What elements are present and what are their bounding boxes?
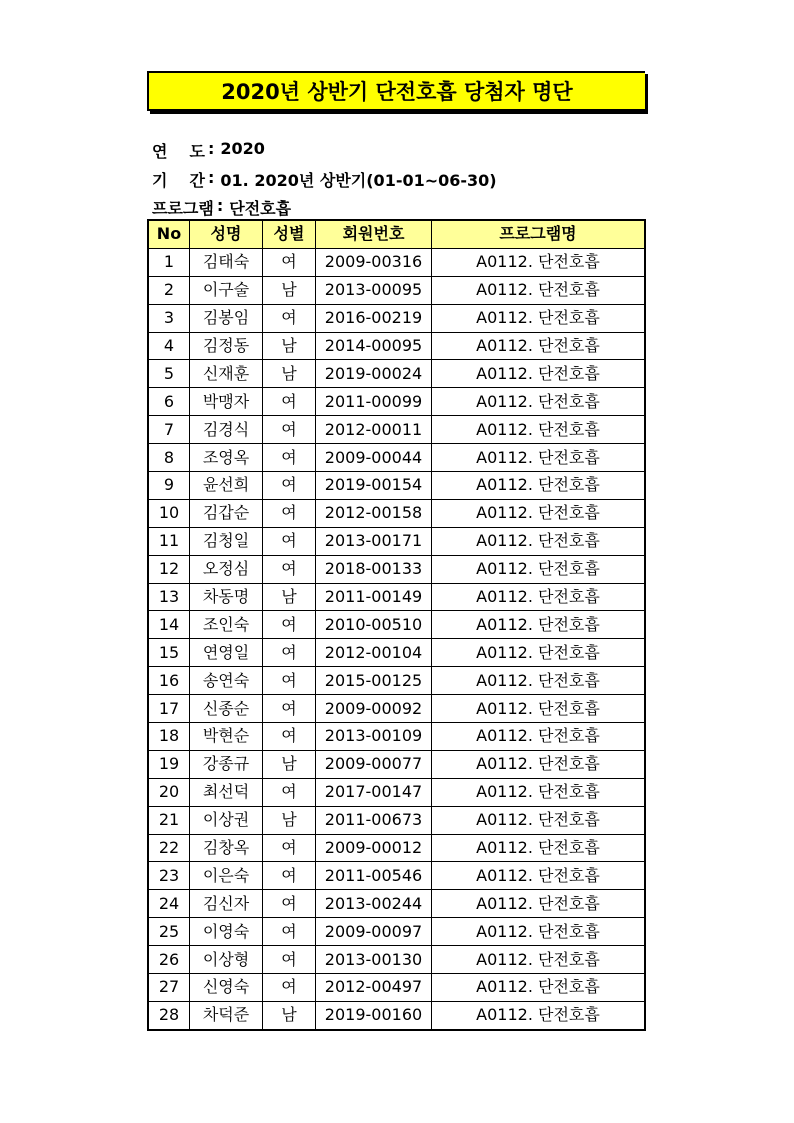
cell-no: 5 (148, 360, 190, 388)
cell-gender: 여 (263, 946, 316, 974)
table-row (148, 555, 645, 583)
table-row (148, 667, 645, 695)
cell-no: 28 (148, 1001, 190, 1029)
table-row (148, 527, 645, 555)
cell-gender: 여 (263, 778, 316, 806)
cell-member-id: 2017-00147 (316, 778, 432, 806)
cell-no: 23 (148, 862, 190, 890)
period-label-b: 간 (189, 171, 205, 190)
table-row (148, 499, 645, 527)
cell-program-name: A0112. 단전호흡 (432, 862, 646, 890)
cell-name: 이은숙 (190, 862, 263, 890)
cell-no: 14 (148, 611, 190, 639)
cell-gender: 여 (263, 862, 316, 890)
cell-gender: 남 (263, 360, 316, 388)
cell-gender: 여 (263, 695, 316, 723)
cell-name: 김태숙 (190, 248, 263, 276)
cell-name: 최선덕 (190, 778, 263, 806)
cell-program-name: A0112. 단전호흡 (432, 667, 646, 695)
cell-name: 김청일 (190, 527, 263, 555)
cell-program-name: A0112. 단전호흡 (432, 611, 646, 639)
cell-no: 1 (148, 248, 190, 276)
cell-name: 이상형 (190, 946, 263, 974)
cell-member-id: 2019-00024 (316, 360, 432, 388)
cell-gender: 여 (263, 834, 316, 862)
table-row (148, 806, 645, 834)
cell-member-id: 2012-00011 (316, 416, 432, 444)
cell-program-name: A0112. 단전호흡 (432, 583, 646, 611)
table-header-row (148, 220, 645, 248)
cell-no: 17 (148, 695, 190, 723)
cell-name: 윤선희 (190, 472, 263, 500)
cell-name: 신재훈 (190, 360, 263, 388)
cell-member-id: 2009-00077 (316, 750, 432, 778)
cell-program-name: A0112. 단전호흡 (432, 750, 646, 778)
cell-gender: 남 (263, 276, 316, 304)
cell-member-id: 2010-00510 (316, 611, 432, 639)
cell-name: 송연숙 (190, 667, 263, 695)
cell-gender: 여 (263, 248, 316, 276)
table-row (148, 974, 645, 1002)
cell-no: 20 (148, 778, 190, 806)
table-row (148, 1001, 645, 1029)
cell-member-id: 2016-00219 (316, 304, 432, 332)
cell-program-name: A0112. 단전호흡 (432, 1001, 646, 1029)
cell-name: 강종규 (190, 750, 263, 778)
cell-name: 이상권 (190, 806, 263, 834)
cell-program-name: A0112. 단전호흡 (432, 248, 646, 276)
table-row (148, 918, 645, 946)
cell-name: 신영숙 (190, 974, 263, 1002)
cell-program-name: A0112. 단전호흡 (432, 834, 646, 862)
cell-gender: 여 (263, 416, 316, 444)
cell-gender: 여 (263, 611, 316, 639)
table-row (148, 750, 645, 778)
year-label-a: 연 (152, 142, 168, 161)
cell-no: 8 (148, 444, 190, 472)
table-row (148, 695, 645, 723)
cell-no: 7 (148, 416, 190, 444)
cell-member-id: 2013-00130 (316, 946, 432, 974)
cell-gender: 여 (263, 667, 316, 695)
table-row (148, 946, 645, 974)
cell-member-id: 2011-00546 (316, 862, 432, 890)
cell-member-id: 2009-00044 (316, 444, 432, 472)
cell-no: 6 (148, 388, 190, 416)
table-row (148, 332, 645, 360)
cell-gender: 여 (263, 639, 316, 667)
cell-program-name: A0112. 단전호흡 (432, 555, 646, 583)
cell-name: 김창옥 (190, 834, 263, 862)
cell-gender: 남 (263, 750, 316, 778)
header-member-id: 회원번호 (316, 220, 432, 248)
cell-no: 16 (148, 667, 190, 695)
table-row (148, 276, 645, 304)
table-row (148, 723, 645, 751)
table-row (148, 416, 645, 444)
cell-gender: 여 (263, 304, 316, 332)
cell-no: 10 (148, 499, 190, 527)
cell-member-id: 2013-00109 (316, 723, 432, 751)
cell-program-name: A0112. 단전호흡 (432, 806, 646, 834)
cell-member-id: 2009-00097 (316, 918, 432, 946)
cell-member-id: 2012-00158 (316, 499, 432, 527)
table-row (148, 388, 645, 416)
cell-no: 2 (148, 276, 190, 304)
table-row (148, 248, 645, 276)
cell-no: 12 (148, 555, 190, 583)
cell-no: 11 (148, 527, 190, 555)
header-gender: 성별 (263, 220, 316, 248)
cell-name: 이구술 (190, 276, 263, 304)
cell-member-id: 2015-00125 (316, 667, 432, 695)
cell-member-id: 2012-00497 (316, 974, 432, 1002)
cell-name: 조영옥 (190, 444, 263, 472)
cell-name: 조인숙 (190, 611, 263, 639)
cell-program-name: A0112. 단전호흡 (432, 416, 646, 444)
cell-program-name: A0112. 단전호흡 (432, 388, 646, 416)
cell-no: 9 (148, 472, 190, 500)
cell-no: 3 (148, 304, 190, 332)
cell-program-name: A0112. 단전호흡 (432, 527, 646, 555)
winners-table (147, 219, 646, 1031)
meta-period: 기 간 : 01. 2020년 상반기(01-01~06-30) (152, 168, 497, 190)
table-row (148, 304, 645, 332)
program-label: 프로그램 (152, 199, 214, 218)
cell-no: 22 (148, 834, 190, 862)
table-row (148, 444, 645, 472)
cell-member-id: 2011-00099 (316, 388, 432, 416)
cell-gender: 여 (263, 472, 316, 500)
cell-program-name: A0112. 단전호흡 (432, 778, 646, 806)
cell-name: 박맹자 (190, 388, 263, 416)
year-value: 2020 (220, 139, 265, 158)
cell-program-name: A0112. 단전호흡 (432, 890, 646, 918)
cell-gender: 여 (263, 918, 316, 946)
cell-member-id: 2013-00244 (316, 890, 432, 918)
cell-name: 신종순 (190, 695, 263, 723)
cell-name: 오정심 (190, 555, 263, 583)
cell-gender: 여 (263, 723, 316, 751)
cell-program-name: A0112. 단전호흡 (432, 332, 646, 360)
cell-member-id: 2011-00149 (316, 583, 432, 611)
cell-gender: 남 (263, 332, 316, 360)
meta-program: 프로그램 : 단전호흡 (152, 196, 292, 218)
cell-no: 26 (148, 946, 190, 974)
cell-gender: 여 (263, 527, 316, 555)
cell-no: 21 (148, 806, 190, 834)
cell-program-name: A0112. 단전호흡 (432, 974, 646, 1002)
cell-name: 김신자 (190, 890, 263, 918)
cell-gender: 남 (263, 1001, 316, 1029)
cell-program-name: A0112. 단전호흡 (432, 360, 646, 388)
cell-name: 차덕준 (190, 1001, 263, 1029)
cell-name: 김경식 (190, 416, 263, 444)
cell-member-id: 2019-00154 (316, 472, 432, 500)
cell-member-id: 2014-00095 (316, 332, 432, 360)
cell-program-name: A0112. 단전호흡 (432, 695, 646, 723)
cell-no: 13 (148, 583, 190, 611)
table-body (148, 248, 645, 1029)
table-row (148, 583, 645, 611)
cell-gender: 남 (263, 583, 316, 611)
cell-member-id: 2012-00104 (316, 639, 432, 667)
cell-no: 15 (148, 639, 190, 667)
cell-program-name: A0112. 단전호흡 (432, 723, 646, 751)
table-row (148, 360, 645, 388)
cell-name: 연영일 (190, 639, 263, 667)
cell-member-id: 2009-00092 (316, 695, 432, 723)
header-program-name: 프로그램명 (432, 220, 646, 248)
cell-program-name: A0112. 단전호흡 (432, 918, 646, 946)
cell-gender: 여 (263, 555, 316, 583)
cell-member-id: 2009-00316 (316, 248, 432, 276)
table-row (148, 834, 645, 862)
cell-name: 이영숙 (190, 918, 263, 946)
cell-program-name: A0112. 단전호흡 (432, 276, 646, 304)
table-row (148, 639, 645, 667)
cell-member-id: 2013-00095 (316, 276, 432, 304)
cell-program-name: A0112. 단전호흡 (432, 304, 646, 332)
period-label-a: 기 (152, 171, 168, 190)
table-row (148, 890, 645, 918)
cell-gender: 여 (263, 444, 316, 472)
cell-gender: 여 (263, 890, 316, 918)
cell-name: 김갑순 (190, 499, 263, 527)
cell-gender: 여 (263, 974, 316, 1002)
cell-no: 18 (148, 723, 190, 751)
table-row (148, 472, 645, 500)
cell-member-id: 2013-00171 (316, 527, 432, 555)
period-value: 01. 2020년 상반기(01-01~06-30) (220, 171, 497, 190)
cell-gender: 여 (263, 499, 316, 527)
cell-name: 김봉임 (190, 304, 263, 332)
table-row (148, 778, 645, 806)
cell-name: 차동명 (190, 583, 263, 611)
cell-no: 25 (148, 918, 190, 946)
cell-member-id: 2011-00673 (316, 806, 432, 834)
cell-program-name: A0112. 단전호흡 (432, 499, 646, 527)
document-title: 2020년 상반기 단전호흡 당첨자 명단 (147, 71, 645, 111)
cell-program-name: A0112. 단전호흡 (432, 946, 646, 974)
year-label-b: 도 (189, 142, 205, 161)
cell-program-name: A0112. 단전호흡 (432, 639, 646, 667)
cell-name: 김정동 (190, 332, 263, 360)
table-row (148, 611, 645, 639)
cell-gender: 여 (263, 388, 316, 416)
cell-name: 박현순 (190, 723, 263, 751)
cell-member-id: 2018-00133 (316, 555, 432, 583)
header-no: No (148, 220, 190, 248)
cell-no: 19 (148, 750, 190, 778)
meta-year: 연 도 : 2020 (152, 139, 265, 161)
cell-gender: 남 (263, 806, 316, 834)
cell-no: 27 (148, 974, 190, 1002)
cell-program-name: A0112. 단전호흡 (432, 444, 646, 472)
cell-member-id: 2019-00160 (316, 1001, 432, 1029)
table-row (148, 862, 645, 890)
cell-no: 24 (148, 890, 190, 918)
cell-program-name: A0112. 단전호흡 (432, 472, 646, 500)
program-value: 단전호흡 (229, 199, 292, 218)
cell-member-id: 2009-00012 (316, 834, 432, 862)
header-name: 성명 (190, 220, 263, 248)
cell-no: 4 (148, 332, 190, 360)
